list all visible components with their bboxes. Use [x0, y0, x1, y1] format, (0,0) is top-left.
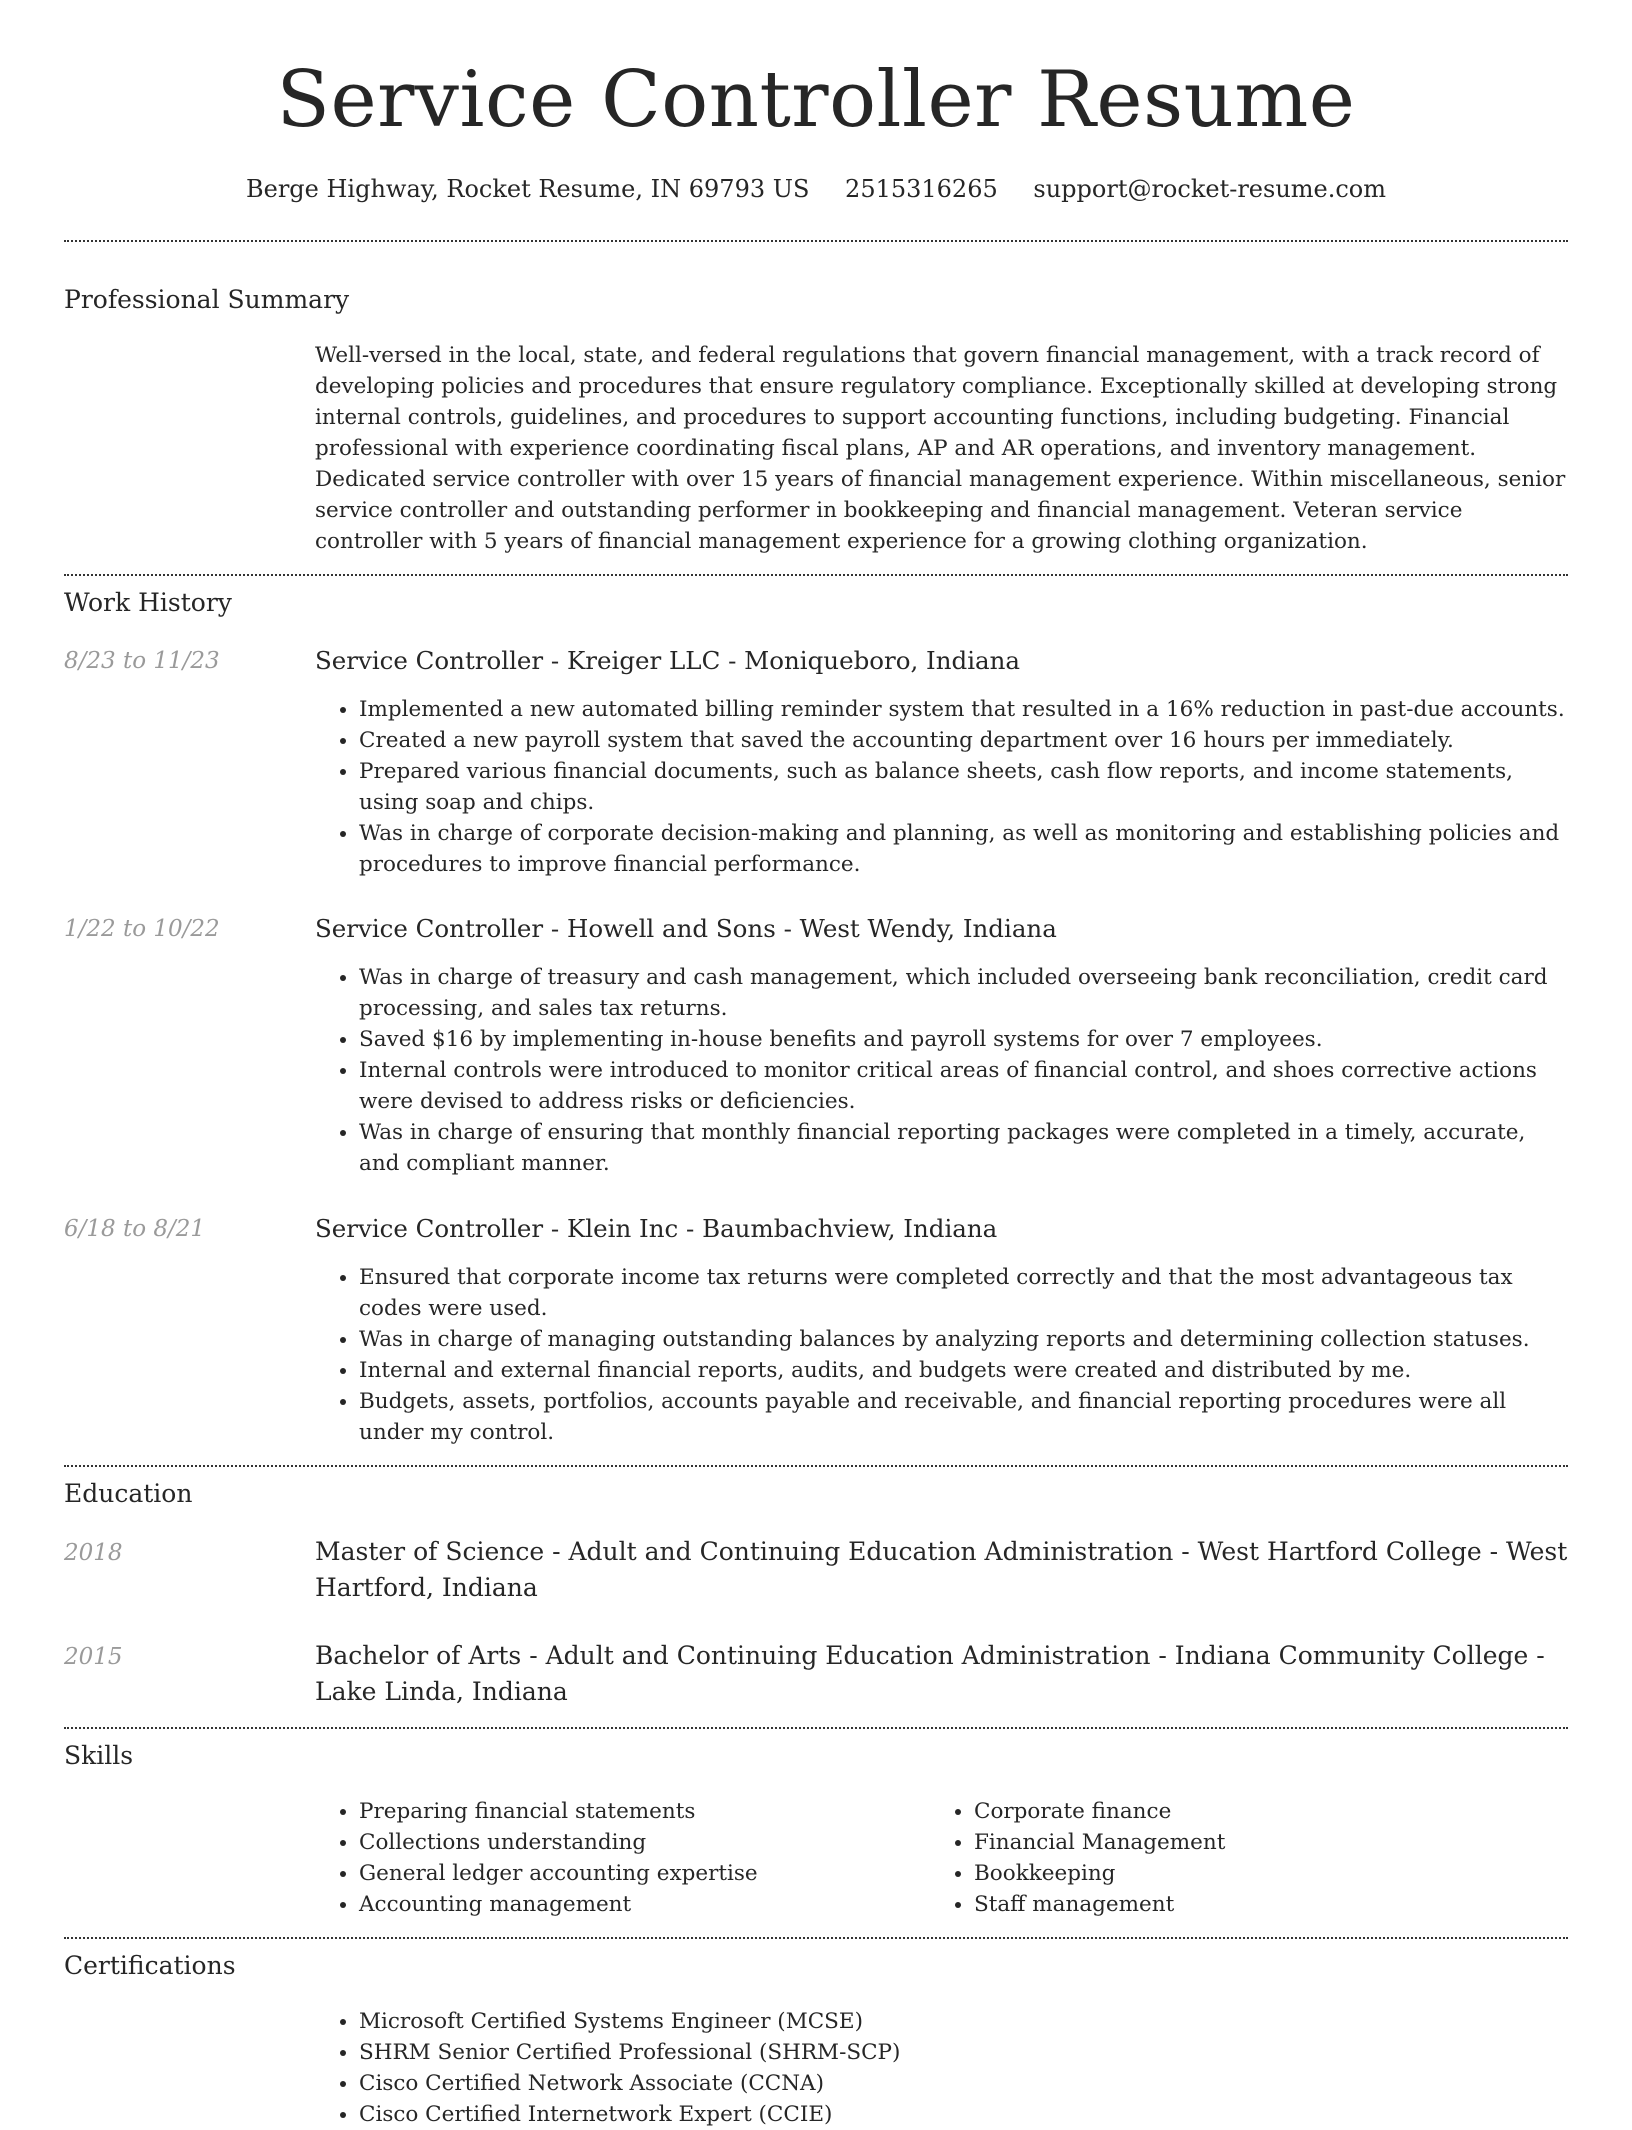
job-dates: 8/23 to 11/23	[64, 648, 220, 674]
email: support@rocket-resume.com	[1033, 175, 1387, 203]
section-heading-skills: Skills	[64, 1741, 134, 1770]
education-entry: Master of Science - Adult and Continuing Education Administration - West Hartford College - West Hartford, Indiana	[315, 1537, 1568, 1602]
list-item: • Saved $16 by implementing in-house benefits and payroll systems for over 7 employees.	[359, 1024, 1568, 1055]
divider	[64, 574, 1568, 576]
job-dates: 6/18 to 8/21	[64, 1216, 206, 1242]
section-heading-work: Work History	[64, 588, 232, 617]
divider	[64, 240, 1568, 242]
list-item: • Was in charge of corporate decision-making and planning, as well as monitoring and establishing policies and procedures to improve financial performance.	[359, 818, 1568, 880]
list-item: • Created a new payroll system that saved the accounting department over 16 hours per immediately.	[359, 725, 1568, 756]
divider	[64, 1727, 1568, 1729]
page-title: Service Controller Resume	[276, 55, 1356, 145]
contact-line	[0, 172, 1632, 206]
list-item: • Financial Management	[974, 1827, 1530, 1858]
list-item: • Ensured that corporate income tax returns were completed correctly and that the most advantageous tax codes were used.	[359, 1262, 1568, 1324]
list-item: • Implemented a new automated billing reminder system that resulted in a 16% reduction in past-due accounts.	[359, 694, 1568, 725]
list-item: • SHRM Senior Certified Professional (SHRM-SCP)	[359, 2037, 1568, 2068]
list-item: • Was in charge of managing outstanding balances by analyzing reports and determining collection statuses.	[359, 1324, 1568, 1355]
list-item: • Cisco Certified Internetwork Expert (CCIE)	[359, 2099, 1568, 2130]
list-item: • Internal and external financial reports, audits, and budgets were created and distributed by me.	[359, 1355, 1568, 1386]
list-item: • Preparing financial statements	[359, 1796, 915, 1827]
list-item: • Budgets, assets, portfolios, accounts payable and receivable, and financial reporting procedures were all under my control.	[359, 1386, 1568, 1448]
skills-list-left	[315, 1796, 915, 1920]
job-title: Service Controller - Howell and Sons - West Wendy, Indiana	[315, 914, 1057, 943]
divider	[64, 1937, 1568, 1939]
list-item: • Cisco Certified Network Associate (CCNA)	[359, 2068, 1568, 2099]
list-item: • Collections understanding	[359, 1827, 915, 1858]
divider	[64, 1465, 1568, 1467]
job-dates: 1/22 to 10/22	[64, 916, 220, 942]
list-item: • Prepared various financial documents, such as balance sheets, cash flow reports, and income statements, using soap and chips.	[359, 756, 1568, 818]
phone: 2515316265	[845, 175, 998, 203]
certifications-list	[315, 2006, 1568, 2130]
summary-text: Well-versed in the local, state, and federal regulations that govern financial management, with a track record of developing policies and procedures that ensure regulatory compliance. Exceptionally skilled at developing strong internal controls, guidelines, and procedures to support accounting functions, including budgeting. Financial professional with experience coordinating fiscal plans, AP and AR operations, and inventory management. Dedicated service controller with over 15 years of financial management experience. Within miscellaneous, senior service controller and outstanding performer in bookkeeping and financial management. Veteran service controller with 5 years of financial management experience for a growing clothing organization.	[315, 343, 1566, 554]
skills-list-right	[930, 1796, 1530, 1920]
job-bullets	[315, 694, 1568, 880]
section-heading-certifications: Certifications	[64, 1951, 236, 1980]
job-bullets	[315, 962, 1568, 1179]
list-item: • Was in charge of ensuring that monthly financial reporting packages were completed in a timely, accurate, and compliant manner.	[359, 1117, 1568, 1179]
list-item: • Was in charge of treasury and cash management, which included overseeing bank reconciliation, credit card processing, and sales tax returns.	[359, 962, 1568, 1024]
section-heading-summary: Professional Summary	[64, 285, 350, 314]
address: Berge Highway, Rocket Resume, IN 69793 US	[245, 175, 810, 203]
job-title: Service Controller - Kreiger LLC - Moniqueboro, Indiana	[315, 646, 1021, 675]
list-item: • Microsoft Certified Systems Engineer (MCSE)	[359, 2006, 1568, 2037]
list-item: • Bookkeeping	[974, 1858, 1530, 1889]
list-item: • Accounting management	[359, 1889, 915, 1920]
education-year: 2015	[64, 1644, 123, 1670]
list-item: • Staff management	[974, 1889, 1530, 1920]
list-item: • General ledger accounting expertise	[359, 1858, 915, 1889]
list-item: • Corporate finance	[974, 1796, 1530, 1827]
job-bullets	[315, 1262, 1568, 1448]
list-item: • Internal controls were introduced to monitor critical areas of financial control, and shoes corrective actions were devised to address risks or deficiencies.	[359, 1055, 1568, 1117]
job-title: Service Controller - Klein Inc - Baumbachview, Indiana	[315, 1214, 998, 1243]
section-heading-education: Education	[64, 1479, 193, 1508]
education-entry: Bachelor of Arts - Adult and Continuing Education Administration - Indiana Community College - Lake Linda, Indiana	[315, 1641, 1545, 1706]
education-year: 2018	[64, 1540, 123, 1566]
